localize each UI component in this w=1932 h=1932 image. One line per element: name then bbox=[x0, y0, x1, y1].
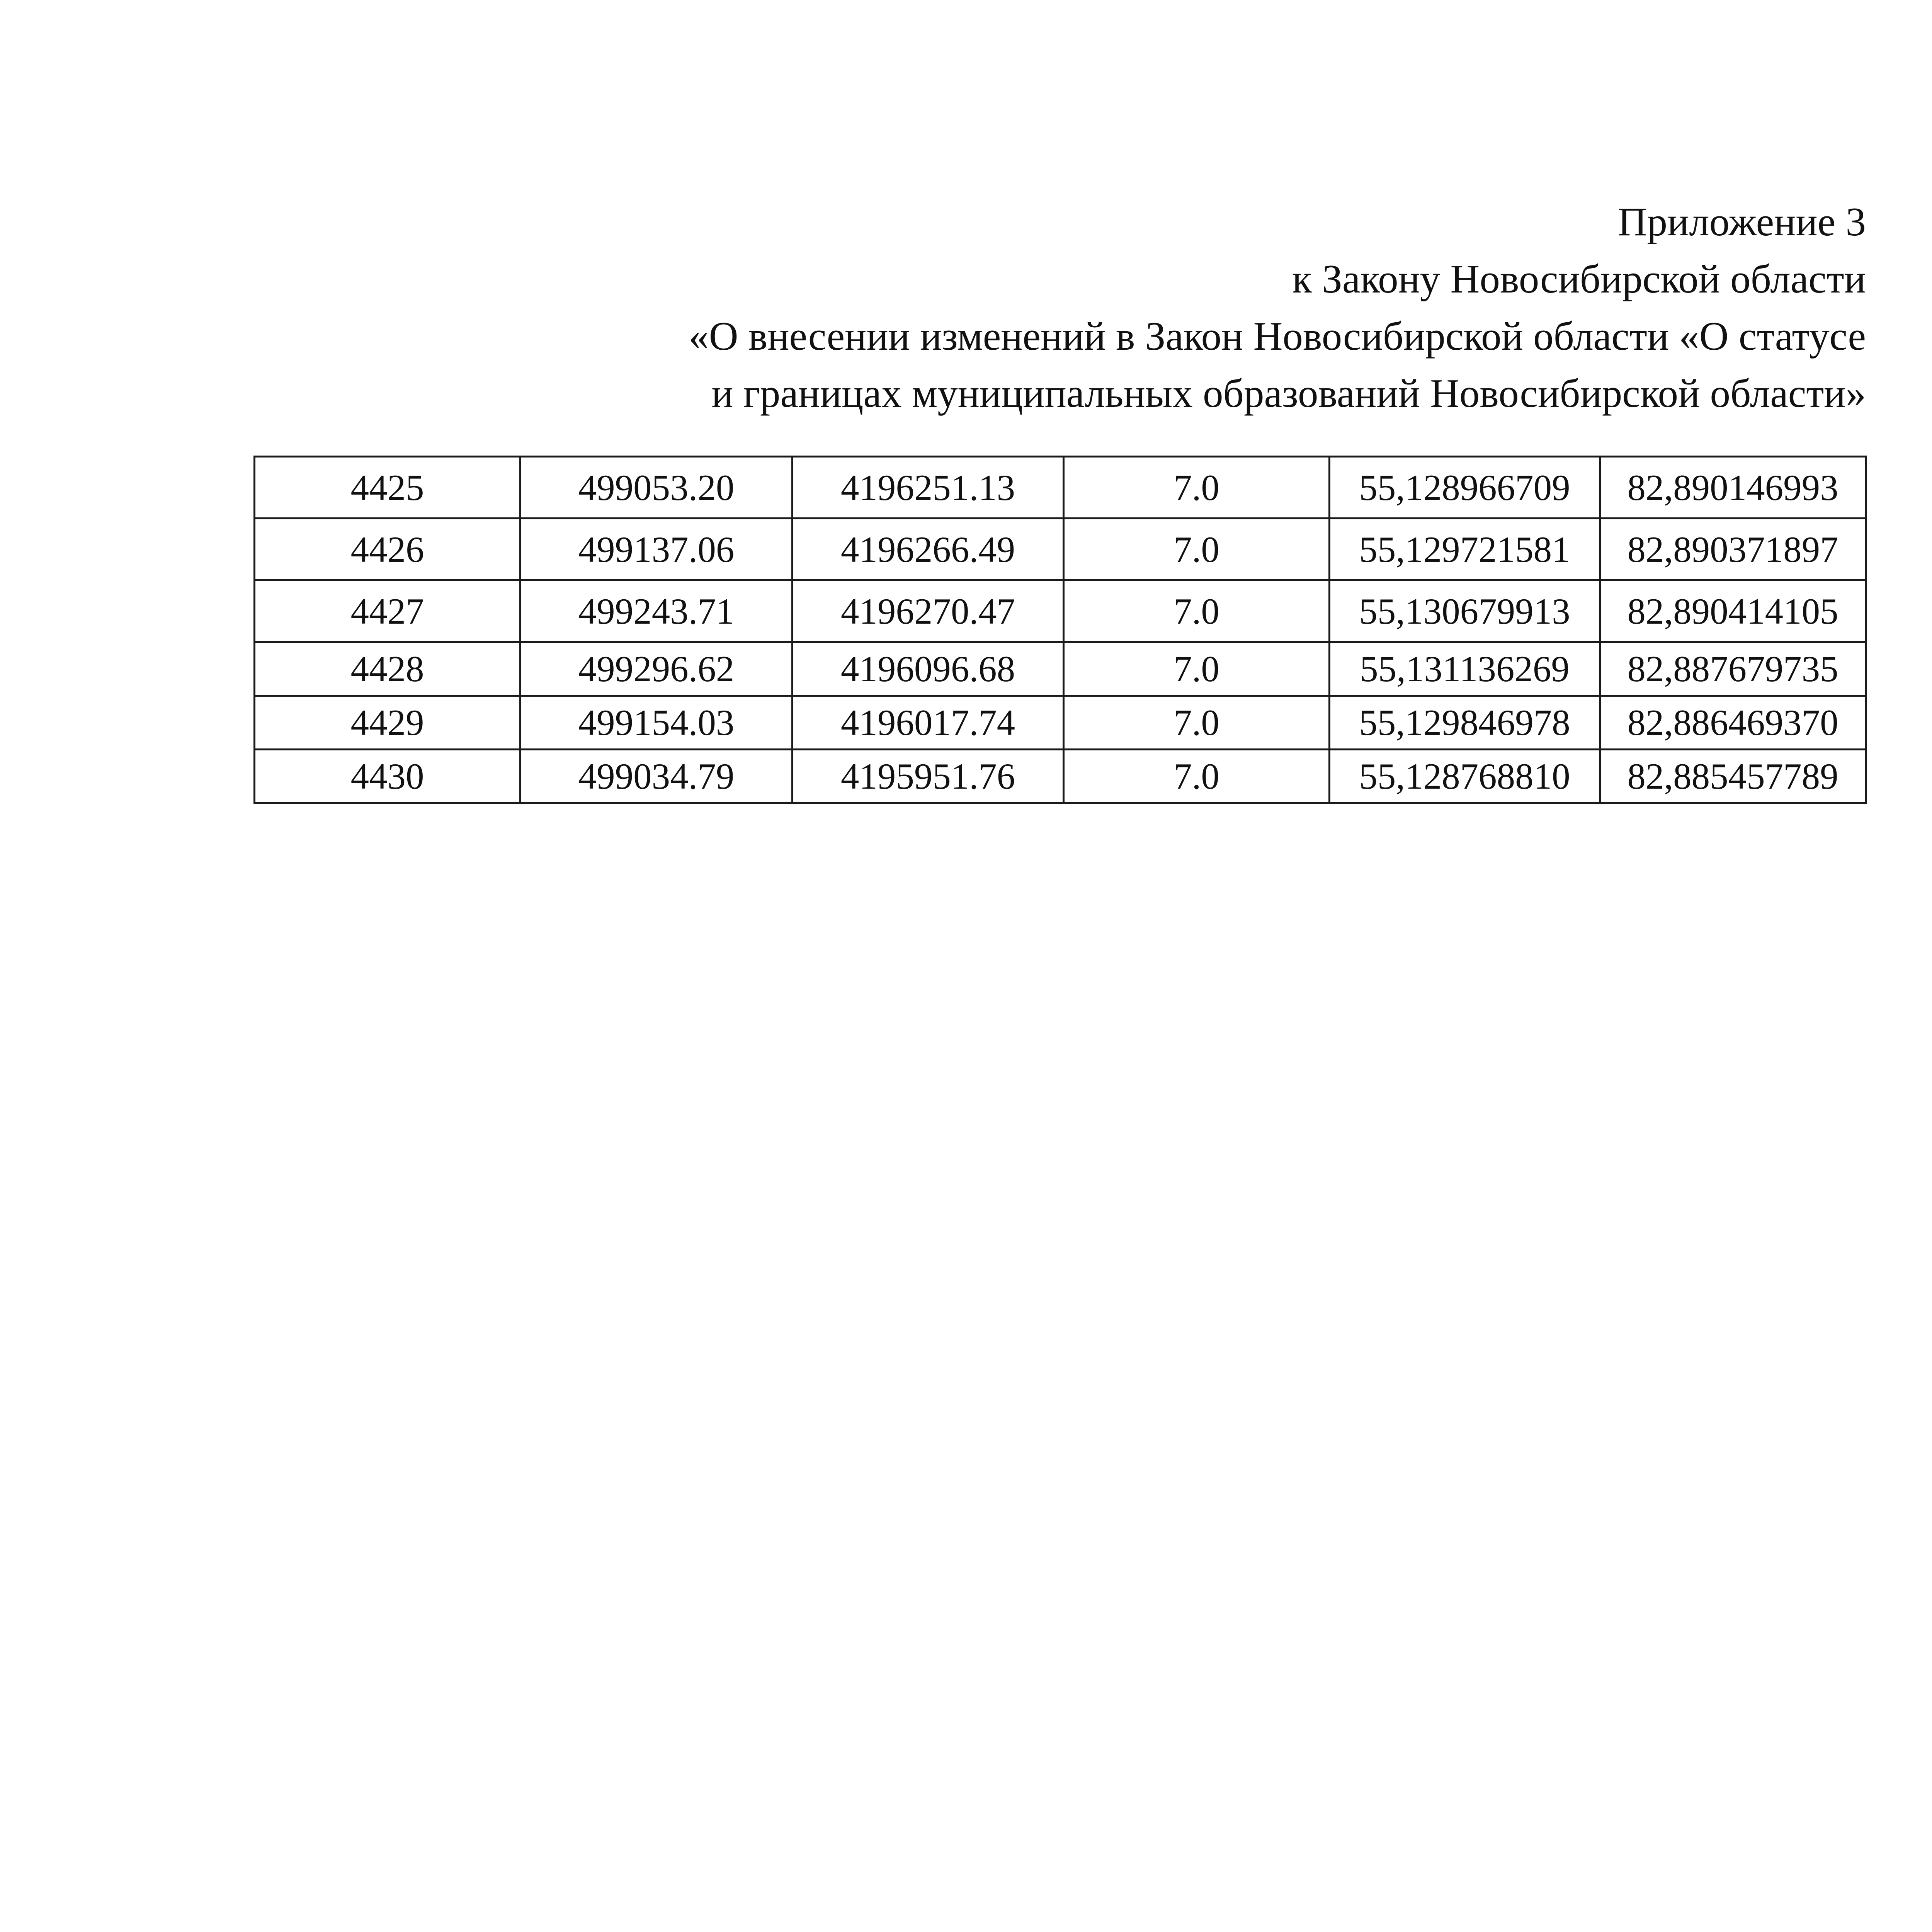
longitude-cell: 82,890146993 bbox=[1600, 457, 1866, 519]
y-coordinate-cell: 4196251.13 bbox=[793, 457, 1064, 519]
point-number-cell: 4426 bbox=[255, 519, 520, 580]
law-reference: к Закону Новосибирской области bbox=[1292, 256, 1866, 301]
latitude-cell: 55,131136269 bbox=[1330, 642, 1600, 696]
point-number-cell: 4429 bbox=[255, 696, 520, 750]
latitude-cell: 55,129846978 bbox=[1330, 696, 1600, 750]
point-number-cell: 4425 bbox=[255, 457, 520, 519]
point-number-cell: 4430 bbox=[255, 750, 520, 803]
x-coordinate-cell: 499053.20 bbox=[520, 457, 793, 519]
table-row bbox=[255, 580, 1866, 642]
latitude-cell: 55,128768810 bbox=[1330, 750, 1600, 803]
appendix-header bbox=[689, 193, 1866, 422]
y-coordinate-cell: 4195951.76 bbox=[793, 750, 1064, 803]
table-row bbox=[255, 457, 1866, 519]
y-coordinate-cell: 4196017.74 bbox=[793, 696, 1064, 750]
table-row bbox=[255, 696, 1866, 750]
accuracy-cell: 7.0 bbox=[1064, 457, 1330, 519]
table-row bbox=[255, 750, 1866, 803]
appendix-title: Приложение 3 bbox=[1617, 199, 1866, 244]
accuracy-cell: 7.0 bbox=[1064, 750, 1330, 803]
longitude-cell: 82,890371897 bbox=[1600, 519, 1866, 580]
x-coordinate-cell: 499034.79 bbox=[520, 750, 793, 803]
x-coordinate-cell: 499154.03 bbox=[520, 696, 793, 750]
accuracy-cell: 7.0 bbox=[1064, 580, 1330, 642]
longitude-cell: 82,886469370 bbox=[1600, 696, 1866, 750]
point-number-cell: 4427 bbox=[255, 580, 520, 642]
longitude-cell: 82,887679735 bbox=[1600, 642, 1866, 696]
latitude-cell: 55,128966709 bbox=[1330, 457, 1600, 519]
x-coordinate-cell: 499137.06 bbox=[520, 519, 793, 580]
accuracy-cell: 7.0 bbox=[1064, 642, 1330, 696]
point-number-cell: 4428 bbox=[255, 642, 520, 696]
y-coordinate-cell: 4196266.49 bbox=[793, 519, 1064, 580]
accuracy-cell: 7.0 bbox=[1064, 696, 1330, 750]
accuracy-cell: 7.0 bbox=[1064, 519, 1330, 580]
coordinates-table bbox=[253, 456, 1867, 804]
latitude-cell: 55,130679913 bbox=[1330, 580, 1600, 642]
longitude-cell: 82,890414105 bbox=[1600, 580, 1866, 642]
y-coordinate-cell: 4196096.68 bbox=[793, 642, 1064, 696]
table-row bbox=[255, 519, 1866, 580]
x-coordinate-cell: 499296.62 bbox=[520, 642, 793, 696]
latitude-cell: 55,129721581 bbox=[1330, 519, 1600, 580]
x-coordinate-cell: 499243.71 bbox=[520, 580, 793, 642]
longitude-cell: 82,885457789 bbox=[1600, 750, 1866, 803]
law-title-line-2: и границах муниципальных образований Новосибирской области» bbox=[711, 371, 1866, 416]
law-title-line-1: «О внесении изменений в Закон Новосибирской области «О статусе bbox=[689, 313, 1866, 359]
table-row bbox=[255, 642, 1866, 696]
y-coordinate-cell: 4196270.47 bbox=[793, 580, 1064, 642]
